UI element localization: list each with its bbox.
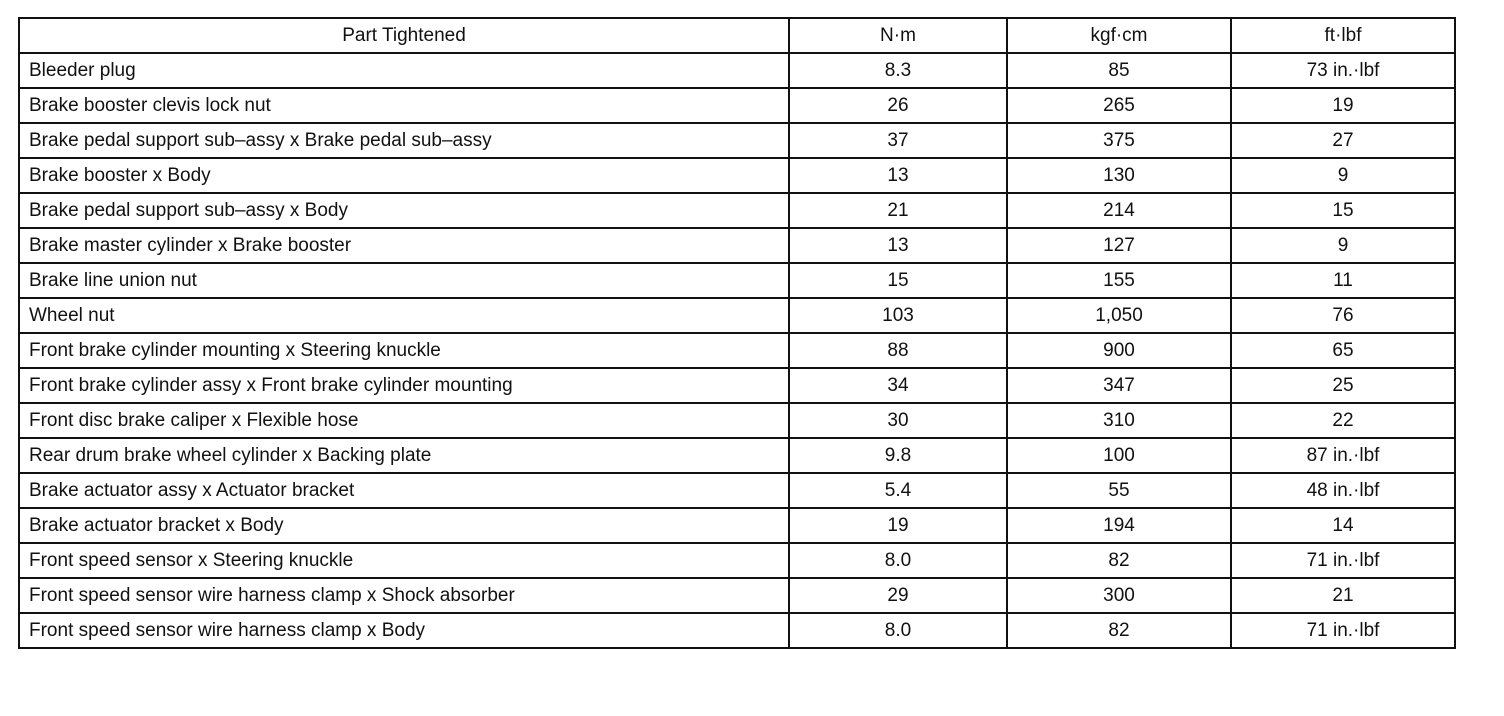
cell-nm: 26: [789, 88, 1007, 123]
table-row: [19, 543, 1455, 578]
table-row: [19, 403, 1455, 438]
cell-ft-lbf: 22: [1231, 403, 1455, 438]
cell-kgf-cm: 85: [1007, 53, 1231, 88]
cell-nm: 21: [789, 193, 1007, 228]
table-row: [19, 88, 1455, 123]
cell-kgf-cm: 82: [1007, 613, 1231, 648]
cell-kgf-cm: 100: [1007, 438, 1231, 473]
cell-ft-lbf: 9: [1231, 158, 1455, 193]
cell-ft-lbf: 73 in.·lbf: [1231, 53, 1455, 88]
cell-part: Front brake cylinder mounting x Steering knuckle: [19, 333, 789, 368]
cell-nm: 29: [789, 578, 1007, 613]
cell-nm: 30: [789, 403, 1007, 438]
table-row: [19, 508, 1455, 543]
cell-part: Wheel nut: [19, 298, 789, 333]
cell-part: Front brake cylinder assy x Front brake cylinder mounting: [19, 368, 789, 403]
cell-kgf-cm: 130: [1007, 158, 1231, 193]
cell-ft-lbf: 15: [1231, 193, 1455, 228]
cell-part: Brake actuator assy x Actuator bracket: [19, 473, 789, 508]
table-row: [19, 298, 1455, 333]
cell-nm: 9.8: [789, 438, 1007, 473]
cell-part: Front speed sensor wire harness clamp x Shock absorber: [19, 578, 789, 613]
cell-kgf-cm: 300: [1007, 578, 1231, 613]
table-header-row: [19, 18, 1455, 53]
cell-kgf-cm: 347: [1007, 368, 1231, 403]
cell-part: Brake master cylinder x Brake booster: [19, 228, 789, 263]
cell-part: Front speed sensor wire harness clamp x Body: [19, 613, 789, 648]
cell-part: Brake pedal support sub–assy x Brake pedal sub–assy: [19, 123, 789, 158]
cell-ft-lbf: 27: [1231, 123, 1455, 158]
table-row: [19, 473, 1455, 508]
table-row: [19, 123, 1455, 158]
cell-nm: 8.0: [789, 613, 1007, 648]
table-row: [19, 333, 1455, 368]
cell-part: Brake pedal support sub–assy x Body: [19, 193, 789, 228]
cell-ft-lbf: 14: [1231, 508, 1455, 543]
cell-kgf-cm: 214: [1007, 193, 1231, 228]
table-row: [19, 438, 1455, 473]
cell-kgf-cm: 55: [1007, 473, 1231, 508]
cell-nm: 13: [789, 158, 1007, 193]
cell-kgf-cm: 375: [1007, 123, 1231, 158]
cell-part: Rear drum brake wheel cylinder x Backing plate: [19, 438, 789, 473]
table-row: [19, 368, 1455, 403]
cell-nm: 8.0: [789, 543, 1007, 578]
table-row: [19, 193, 1455, 228]
cell-kgf-cm: 194: [1007, 508, 1231, 543]
cell-part: Brake actuator bracket x Body: [19, 508, 789, 543]
header-part-tightened: Part Tightened: [19, 18, 789, 53]
cell-nm: 34: [789, 368, 1007, 403]
cell-nm: 88: [789, 333, 1007, 368]
table-row: [19, 263, 1455, 298]
cell-part: Front disc brake caliper x Flexible hose: [19, 403, 789, 438]
cell-nm: 37: [789, 123, 1007, 158]
cell-kgf-cm: 900: [1007, 333, 1231, 368]
cell-kgf-cm: 1,050: [1007, 298, 1231, 333]
table-row: [19, 613, 1455, 648]
table-row: [19, 158, 1455, 193]
header-nm: N·m: [789, 18, 1007, 53]
cell-ft-lbf: 9: [1231, 228, 1455, 263]
cell-nm: 103: [789, 298, 1007, 333]
cell-part: Brake booster x Body: [19, 158, 789, 193]
cell-ft-lbf: 76: [1231, 298, 1455, 333]
cell-kgf-cm: 82: [1007, 543, 1231, 578]
cell-ft-lbf: 65: [1231, 333, 1455, 368]
table-row: [19, 578, 1455, 613]
cell-ft-lbf: 71 in.·lbf: [1231, 613, 1455, 648]
header-kgf-cm: kgf·cm: [1007, 18, 1231, 53]
cell-kgf-cm: 127: [1007, 228, 1231, 263]
cell-ft-lbf: 19: [1231, 88, 1455, 123]
cell-nm: 8.3: [789, 53, 1007, 88]
cell-ft-lbf: 48 in.·lbf: [1231, 473, 1455, 508]
cell-ft-lbf: 11: [1231, 263, 1455, 298]
cell-kgf-cm: 155: [1007, 263, 1231, 298]
cell-kgf-cm: 265: [1007, 88, 1231, 123]
cell-nm: 5.4: [789, 473, 1007, 508]
cell-part: Bleeder plug: [19, 53, 789, 88]
torque-spec-table: [18, 17, 1456, 649]
table-row: [19, 228, 1455, 263]
cell-ft-lbf: 87 in.·lbf: [1231, 438, 1455, 473]
cell-nm: 15: [789, 263, 1007, 298]
cell-kgf-cm: 310: [1007, 403, 1231, 438]
cell-ft-lbf: 25: [1231, 368, 1455, 403]
cell-part: Brake booster clevis lock nut: [19, 88, 789, 123]
cell-ft-lbf: 71 in.·lbf: [1231, 543, 1455, 578]
cell-part: Brake line union nut: [19, 263, 789, 298]
table-row: [19, 53, 1455, 88]
header-ft-lbf: ft·lbf: [1231, 18, 1455, 53]
cell-nm: 13: [789, 228, 1007, 263]
cell-nm: 19: [789, 508, 1007, 543]
cell-ft-lbf: 21: [1231, 578, 1455, 613]
cell-part: Front speed sensor x Steering knuckle: [19, 543, 789, 578]
